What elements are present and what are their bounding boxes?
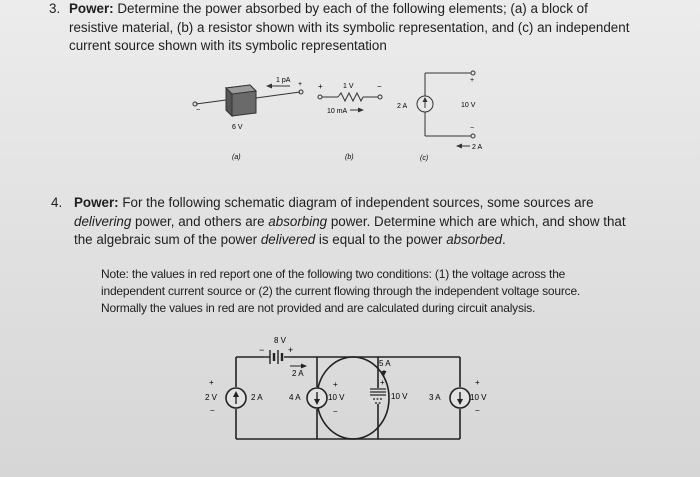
battery-voltage: 8 V [274,336,287,345]
left-current-source [226,388,246,408]
question-text: power, and others are [131,213,269,229]
figure-b-plus: + [318,82,323,91]
figure-c-plus: + [470,77,475,84]
middle-source-minus: − [333,407,338,416]
question-text: power. Determine which are which, and show that [327,213,626,229]
question-text: is equal to the power [315,232,447,247]
dc-source-plus: + [380,378,385,387]
figure-c-voltage: 10 V [461,102,476,109]
figure-c-caption: (c) [420,155,429,162]
question-number: 4. [51,195,63,210]
question-number: 3. [49,1,61,16]
question-text: For the following schematic diagram of independent sources, some sources are [118,195,594,210]
right-source-minus: − [475,406,480,415]
emphasis-delivering: delivering [74,213,132,229]
question-text: . [502,232,506,247]
note-line-2: independent current source or (2) the current flowing through the independent voltage source. [101,284,581,298]
note-line-3: Normally the values in red are not provided and are calculated during circuit analysis. [101,301,536,315]
left-voltage: 2 V [205,393,218,402]
right-source-voltage: 10 V [470,393,487,402]
figure-b-minus: − [377,82,382,91]
emphasis-absorbing: absorbing [268,213,328,229]
figure-b-voltage: 1 V [343,83,354,90]
right-source-current: 3 A [429,393,441,402]
middle-current-source [307,388,327,408]
dc-source-current: 5 A [379,359,391,368]
middle-source-current: 4 A [289,393,301,402]
battery-plus: + [288,345,294,355]
left-source-plus: + [209,378,214,387]
question-title: Power: [74,195,119,210]
figure-a-voltage: 6 V [232,124,243,131]
figure-a-minus: − [196,107,201,114]
left-source-current: 2 A [251,393,263,402]
note-line-1: Note: the values in red report one of the following two conditions: (1) the voltage across the [101,267,566,281]
question-3-line-3: current source shown with its symbolic representation [69,38,387,53]
question-text: Determine the power absorbed by each of the following elements; (a) a block of [113,1,588,16]
battery-current: 2 A [292,369,304,378]
figure-a-caption: (a) [232,154,241,161]
question-3-line-2: resistive material, (b) a resistor shown with its symbolic representation, and (c) an independent [69,19,630,35]
middle-voltage: 10 V [328,393,345,402]
figure-c-source: 2 A [397,103,408,110]
figure-a-current: 1 pA [276,77,291,84]
figure-c-minus: − [470,125,475,132]
figure-b-caption: (b) [345,154,354,161]
figure-a-plus: + [298,81,303,88]
question-title: Power: [69,1,114,16]
left-source-minus: − [210,406,215,415]
right-current-source [450,388,470,408]
middle-source-plus: + [333,380,338,389]
right-source-plus: + [475,378,480,387]
emphasis-delivered: delivered [260,232,316,247]
emphasis-absorbed: absorbed [446,232,503,247]
question-text: the algebraic sum of the power [74,232,261,247]
figure-c-current: 2 A [472,144,483,151]
dc-source-voltage: 10 V [391,392,408,401]
battery-symbol [264,350,290,364]
figure-b-current: 10 mA [327,108,348,115]
dc-voltage-source [370,389,386,403]
battery-minus: − [259,345,265,355]
